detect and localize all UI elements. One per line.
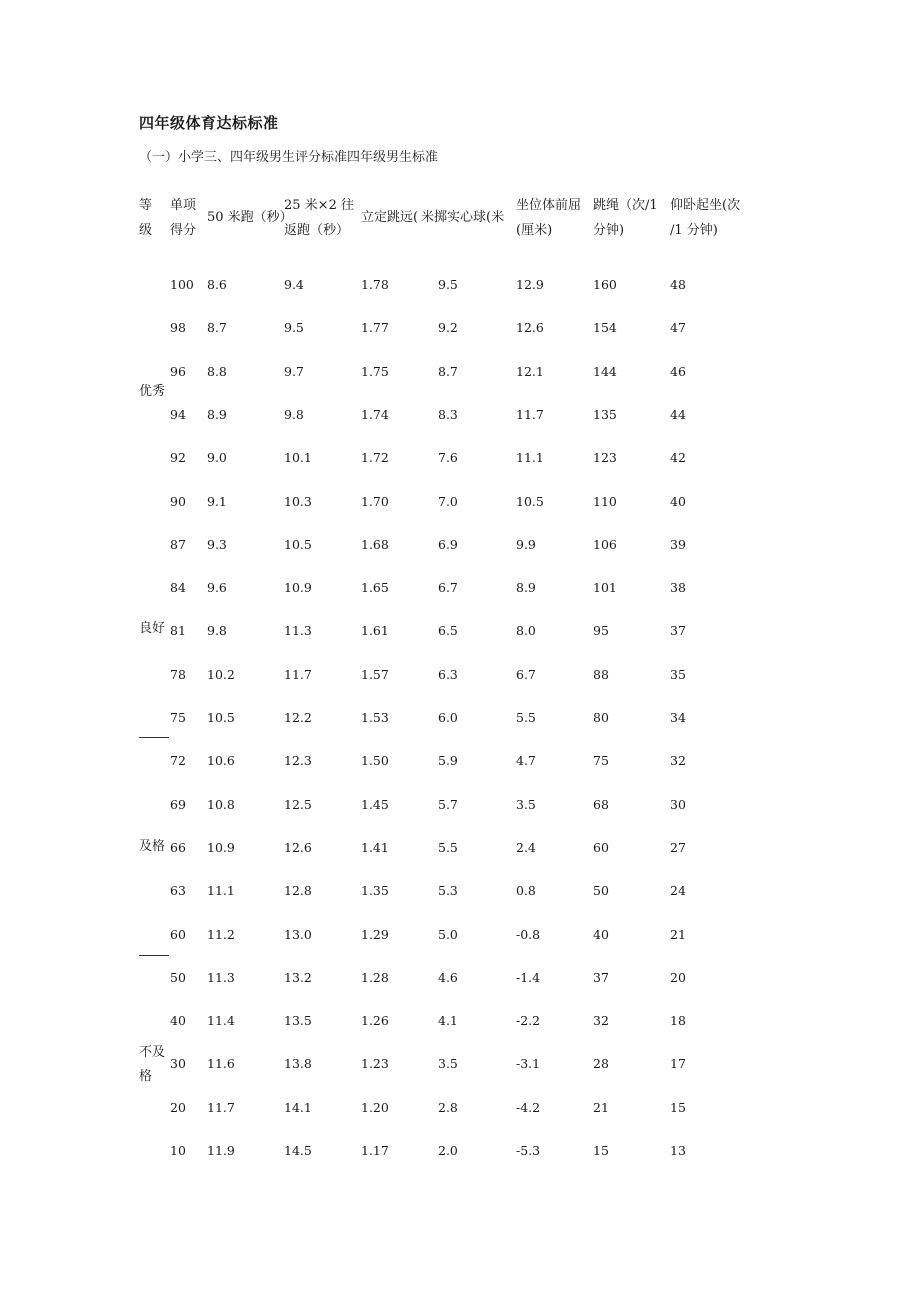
- level-separator: [139, 737, 169, 738]
- medball-cell: 6.9: [438, 536, 458, 552]
- rope-cell: 88: [593, 666, 609, 682]
- longjump-cell: 1.78: [361, 277, 389, 292]
- shuttle-cell: 9.4: [284, 277, 304, 292]
- shuttle-cell: 14.1: [284, 1099, 312, 1115]
- situp-cell: 42: [670, 450, 686, 466]
- sitreach-cell: 3.5: [516, 796, 536, 812]
- run50-cell: 11.2: [207, 926, 235, 942]
- score-cell: 92: [170, 450, 186, 466]
- shuttle-cell: 10.3: [284, 493, 312, 509]
- score-cell: 66: [170, 839, 186, 855]
- header-sitreach-line2: (厘米): [516, 223, 553, 238]
- level-fail: [139, 1041, 165, 1089]
- run50-cell: 11.1: [207, 883, 235, 899]
- shuttle-cell: 12.5: [284, 796, 312, 812]
- situp-cell: 44: [670, 406, 686, 422]
- medball-cell: 6.7: [438, 580, 458, 596]
- shuttle-cell: 10.5: [284, 536, 312, 552]
- shuttle-cell: 12.2: [284, 710, 312, 725]
- score-cell: 94: [170, 406, 186, 422]
- shuttle-cell: 10.9: [284, 580, 312, 596]
- sitreach-cell: 0.8: [516, 883, 536, 899]
- longjump-cell: 1.17: [361, 1143, 389, 1158]
- medball-cell: 5.5: [438, 839, 458, 855]
- rope-cell: 40: [593, 926, 609, 942]
- header-situp: [670, 193, 740, 243]
- score-cell: 10: [170, 1143, 186, 1158]
- shuttle-cell: 14.5: [284, 1143, 312, 1158]
- longjump-cell: 1.41: [361, 839, 389, 855]
- medball-cell: 8.7: [438, 363, 458, 379]
- situp-cell: 38: [670, 580, 686, 596]
- header-grade-line2: 级: [139, 223, 153, 238]
- sitreach-cell: 10.5: [516, 493, 544, 509]
- run50-cell: 10.8: [207, 796, 235, 812]
- sitreach-cell: 9.9: [516, 536, 536, 552]
- document-title: 四年级体育达标标准: [139, 114, 279, 132]
- run50-cell: 9.6: [207, 580, 227, 596]
- run50-cell: 9.3: [207, 536, 227, 552]
- score-cell: 90: [170, 493, 186, 509]
- level-fail-line1: 不及: [139, 1045, 166, 1060]
- longjump-cell: 1.65: [361, 580, 389, 596]
- score-cell: 20: [170, 1099, 186, 1115]
- sitreach-cell: 12.1: [516, 363, 544, 379]
- run50-cell: 8.7: [207, 320, 227, 336]
- score-cell: 60: [170, 926, 186, 942]
- rope-cell: 106: [593, 536, 617, 552]
- shuttle-cell: 9.8: [284, 406, 304, 422]
- medball-cell: 4.6: [438, 969, 458, 985]
- sitreach-cell: 12.6: [516, 320, 544, 336]
- situp-cell: 39: [670, 536, 686, 552]
- rope-cell: 75: [593, 753, 609, 769]
- situp-cell: 20: [670, 969, 686, 985]
- shuttle-cell: 11.7: [284, 666, 312, 682]
- longjump-cell: 1.72: [361, 450, 389, 466]
- shuttle-cell: 13.5: [284, 1013, 312, 1029]
- run50-cell: 11.3: [207, 969, 235, 985]
- situp-cell: 34: [670, 710, 686, 725]
- rope-cell: 154: [593, 320, 617, 336]
- header-longjump: 立定跳远(: [361, 210, 419, 225]
- rope-cell: 123: [593, 450, 617, 466]
- longjump-cell: 1.53: [361, 710, 389, 725]
- longjump-cell: 1.20: [361, 1099, 389, 1115]
- longjump-cell: 1.23: [361, 1056, 389, 1072]
- longjump-cell: 1.75: [361, 363, 389, 379]
- longjump-cell: 1.61: [361, 623, 389, 639]
- sitreach-cell: 4.7: [516, 753, 536, 769]
- score-cell: 87: [170, 536, 186, 552]
- header-shuttle-line2: 返跑（秒）: [284, 223, 350, 238]
- score-cell: 63: [170, 883, 186, 899]
- header-rope-line2: 分钟): [593, 223, 625, 238]
- longjump-cell: 1.68: [361, 536, 389, 552]
- header-shuttle: [284, 193, 354, 243]
- medball-cell: 6.5: [438, 623, 458, 639]
- shuttle-cell: 9.5: [284, 320, 304, 336]
- shuttle-cell: 13.8: [284, 1056, 312, 1072]
- score-cell: 75: [170, 710, 186, 725]
- medball-cell: 9.2: [438, 320, 458, 336]
- longjump-cell: 1.74: [361, 406, 389, 422]
- situp-cell: 15: [670, 1099, 686, 1115]
- document-subtitle: （一）小学三、四年级男生评分标准四年级男生标准: [139, 150, 439, 165]
- longjump-cell: 1.50: [361, 753, 389, 769]
- rope-cell: 68: [593, 796, 609, 812]
- header-sitreach: [516, 193, 581, 243]
- medball-cell: 2.0: [438, 1143, 458, 1158]
- medball-cell: 5.3: [438, 883, 458, 899]
- run50-cell: 10.6: [207, 753, 235, 769]
- run50-cell: 9.1: [207, 493, 227, 509]
- shuttle-cell: 11.3: [284, 623, 312, 639]
- rope-cell: 28: [593, 1056, 609, 1072]
- medball-cell: 4.1: [438, 1013, 458, 1029]
- rope-cell: 60: [593, 839, 609, 855]
- run50-cell: 11.7: [207, 1099, 235, 1115]
- longjump-cell: 1.26: [361, 1013, 389, 1029]
- situp-cell: 13: [670, 1143, 686, 1158]
- header-grade-line1: 等: [139, 198, 153, 213]
- sitreach-cell: 5.5: [516, 710, 536, 725]
- sitreach-cell: -2.2: [516, 1013, 541, 1029]
- score-cell: 30: [170, 1056, 186, 1072]
- sitreach-cell: 6.7: [516, 666, 536, 682]
- level-good: 良好: [139, 621, 166, 636]
- shuttle-cell: 13.2: [284, 969, 312, 985]
- run50-cell: 8.9: [207, 406, 227, 422]
- shuttle-cell: 9.7: [284, 363, 304, 379]
- longjump-cell: 1.45: [361, 796, 389, 812]
- situp-cell: 37: [670, 623, 686, 639]
- situp-cell: 35: [670, 666, 686, 682]
- run50-cell: 9.0: [207, 450, 227, 466]
- run50-cell: 10.2: [207, 666, 235, 682]
- header-grade: [139, 193, 152, 243]
- rope-cell: 160: [593, 277, 617, 292]
- header-score-line2: 得分: [170, 223, 197, 238]
- shuttle-cell: 12.3: [284, 753, 312, 769]
- medball-cell: 6.3: [438, 666, 458, 682]
- medball-cell: 9.5: [438, 277, 458, 292]
- sitreach-cell: -0.8: [516, 926, 541, 942]
- medball-cell: 7.0: [438, 493, 458, 509]
- run50-cell: 8.8: [207, 363, 227, 379]
- rope-cell: 135: [593, 406, 617, 422]
- medball-cell: 8.3: [438, 406, 458, 422]
- level-pass: 及格: [139, 839, 166, 854]
- shuttle-cell: 12.6: [284, 839, 312, 855]
- situp-cell: 40: [670, 493, 686, 509]
- longjump-cell: 1.35: [361, 883, 389, 899]
- run50-cell: 10.5: [207, 710, 235, 725]
- rope-cell: 101: [593, 580, 617, 596]
- shuttle-cell: 13.0: [284, 926, 312, 942]
- medball-cell: 5.7: [438, 796, 458, 812]
- situp-cell: 30: [670, 796, 686, 812]
- shuttle-cell: 12.8: [284, 883, 312, 899]
- situp-cell: 27: [670, 839, 686, 855]
- header-run50: 50 米跑（秒）: [207, 210, 293, 225]
- run50-cell: 11.6: [207, 1056, 235, 1072]
- header-situp-line1: 仰卧起坐(次: [670, 198, 741, 213]
- shuttle-cell: 10.1: [284, 450, 312, 466]
- level-excellent: 优秀: [139, 384, 166, 399]
- medball-cell: 3.5: [438, 1056, 458, 1072]
- situp-cell: 32: [670, 753, 686, 769]
- header-situp-line2: /1 分钟): [670, 223, 718, 238]
- rope-cell: 144: [593, 363, 617, 379]
- situp-cell: 18: [670, 1013, 686, 1029]
- run50-cell: 10.9: [207, 839, 235, 855]
- sitreach-cell: 11.1: [516, 450, 544, 466]
- score-cell: 72: [170, 753, 186, 769]
- run50-cell: 9.8: [207, 623, 227, 639]
- rope-cell: 80: [593, 710, 609, 725]
- header-sitreach-line1: 坐位体前屈: [516, 198, 582, 213]
- situp-cell: 24: [670, 883, 686, 899]
- sitreach-cell: 2.4: [516, 839, 536, 855]
- header-rope-line1: 跳绳（次/1: [593, 198, 658, 213]
- sitreach-cell: 8.9: [516, 580, 536, 596]
- medball-cell: 7.6: [438, 450, 458, 466]
- situp-cell: 17: [670, 1056, 686, 1072]
- header-score-line1: 单项: [170, 198, 197, 213]
- sitreach-cell: 12.9: [516, 277, 544, 292]
- situp-cell: 46: [670, 363, 686, 379]
- longjump-cell: 1.28: [361, 969, 389, 985]
- run50-cell: 8.6: [207, 277, 227, 292]
- medball-cell: 2.8: [438, 1099, 458, 1115]
- run50-cell: 11.4: [207, 1013, 235, 1029]
- rope-cell: 95: [593, 623, 609, 639]
- score-cell: 96: [170, 363, 186, 379]
- run50-cell: 11.9: [207, 1143, 235, 1158]
- rope-cell: 37: [593, 969, 609, 985]
- sitreach-cell: -3.1: [516, 1056, 541, 1072]
- rope-cell: 110: [593, 493, 617, 509]
- situp-cell: 48: [670, 277, 686, 292]
- header-medball: 米掷实心球(米: [421, 210, 505, 225]
- level-separator: [139, 955, 169, 956]
- situp-cell: 47: [670, 320, 686, 336]
- score-cell: 84: [170, 580, 186, 596]
- longjump-cell: 1.29: [361, 926, 389, 942]
- longjump-cell: 1.77: [361, 320, 389, 336]
- level-fail-line2: 格: [139, 1069, 153, 1084]
- rope-cell: 21: [593, 1099, 609, 1115]
- longjump-cell: 1.57: [361, 666, 389, 682]
- sitreach-cell: -4.2: [516, 1099, 541, 1115]
- score-cell: 50: [170, 969, 186, 985]
- score-cell: 100: [170, 277, 194, 292]
- medball-cell: 5.0: [438, 926, 458, 942]
- longjump-cell: 1.70: [361, 493, 389, 509]
- sitreach-cell: -5.3: [516, 1143, 541, 1158]
- score-cell: 40: [170, 1013, 186, 1029]
- medball-cell: 5.9: [438, 753, 458, 769]
- score-cell: 69: [170, 796, 186, 812]
- header-shuttle-line1: 25 米×2 往: [284, 198, 354, 213]
- sitreach-cell: -1.4: [516, 969, 541, 985]
- rope-cell: 32: [593, 1013, 609, 1029]
- rope-cell: 50: [593, 883, 609, 899]
- sitreach-cell: 8.0: [516, 623, 536, 639]
- score-cell: 81: [170, 623, 186, 639]
- header-rope: [593, 193, 658, 243]
- rope-cell: 15: [593, 1143, 609, 1158]
- medball-cell: 6.0: [438, 710, 458, 725]
- situp-cell: 21: [670, 926, 686, 942]
- header-score: [170, 193, 196, 243]
- score-cell: 78: [170, 666, 186, 682]
- sitreach-cell: 11.7: [516, 406, 544, 422]
- score-cell: 98: [170, 320, 186, 336]
